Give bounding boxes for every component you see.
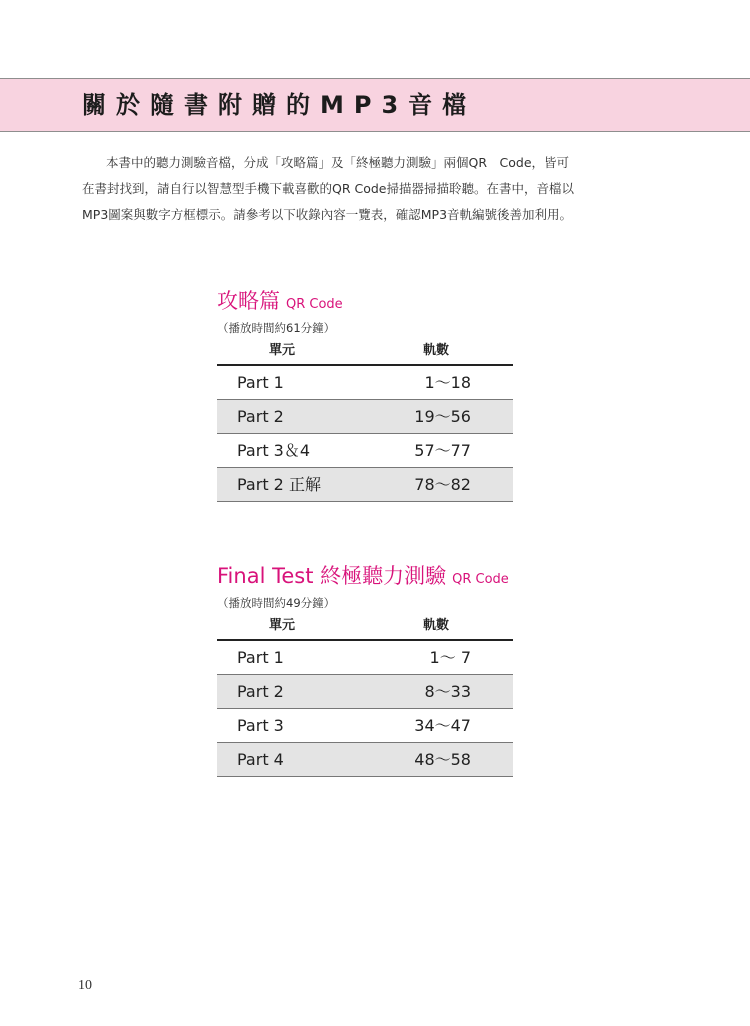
unit-cell: Part 1 (237, 373, 284, 392)
table-row (217, 400, 513, 434)
tracks-cell: 1～ 7 (429, 648, 471, 667)
table-row (217, 743, 513, 777)
intro-line: 本書中的聽力測驗音檔，分成「攻略篇」及「終極聽力測驗」兩個QR Code，皆可 (106, 155, 570, 170)
column-header-tracks: 軌數 (423, 343, 450, 358)
playback-time: （播放時間約49分鐘） (217, 596, 336, 610)
intro-paragraph (82, 150, 672, 228)
table-header (217, 340, 513, 366)
table-row (217, 709, 513, 743)
tracks-cell: 78～82 (414, 475, 471, 494)
tracks-cell: 19～56 (414, 407, 471, 426)
tracks-cell: 34～47 (414, 716, 471, 735)
page-title: 關於隨書附贈的MP3音檔 (82, 91, 477, 119)
tracks-cell: 57～77 (414, 441, 471, 460)
table-row (217, 675, 513, 709)
column-header-tracks: 軌數 (423, 618, 450, 633)
intro-line: MP3圖案與數字方框標示。請參考以下收錄內容一覽表，確認MP3音軌編號後善加利用。 (82, 207, 573, 222)
tracks-cell: 1～18 (424, 373, 471, 392)
unit-cell: Part 2 (237, 682, 284, 701)
unit-cell: Part 3 (237, 716, 284, 735)
section-title-text: 攻略篇 (217, 289, 280, 313)
table-row (217, 366, 513, 400)
title-band (0, 78, 750, 132)
section-strategy (217, 286, 513, 502)
unit-cell: Part 4 (237, 750, 284, 769)
qr-code-label: QR Code (452, 572, 509, 587)
column-header-unit: 單元 (269, 618, 296, 633)
section-title-text: Final Test 終極聽力測驗 (217, 564, 447, 588)
unit-cell: Part 3＆4 (237, 441, 311, 460)
qr-code-label: QR Code (286, 297, 343, 312)
table-header (217, 615, 513, 641)
tracks-cell: 48～58 (414, 750, 471, 769)
playback-time: （播放時間約61分鐘） (217, 321, 336, 335)
table-row (217, 641, 513, 675)
intro-line: 在書封找到，請自行以智慧型手機下載喜歡的QR Code掃描器掃描聆聽。在書中，音檔以 (82, 181, 574, 196)
section-title (217, 561, 513, 591)
page-number: 10 (78, 978, 92, 993)
unit-cell: Part 2 (237, 407, 284, 426)
section-final-test (217, 561, 513, 777)
table-row (217, 434, 513, 468)
section-title (217, 286, 513, 316)
column-header-unit: 單元 (269, 343, 296, 358)
unit-cell: Part 2 正解 (237, 475, 321, 494)
unit-cell: Part 1 (237, 648, 284, 667)
tracks-cell: 8～33 (424, 682, 471, 701)
table-row (217, 468, 513, 502)
